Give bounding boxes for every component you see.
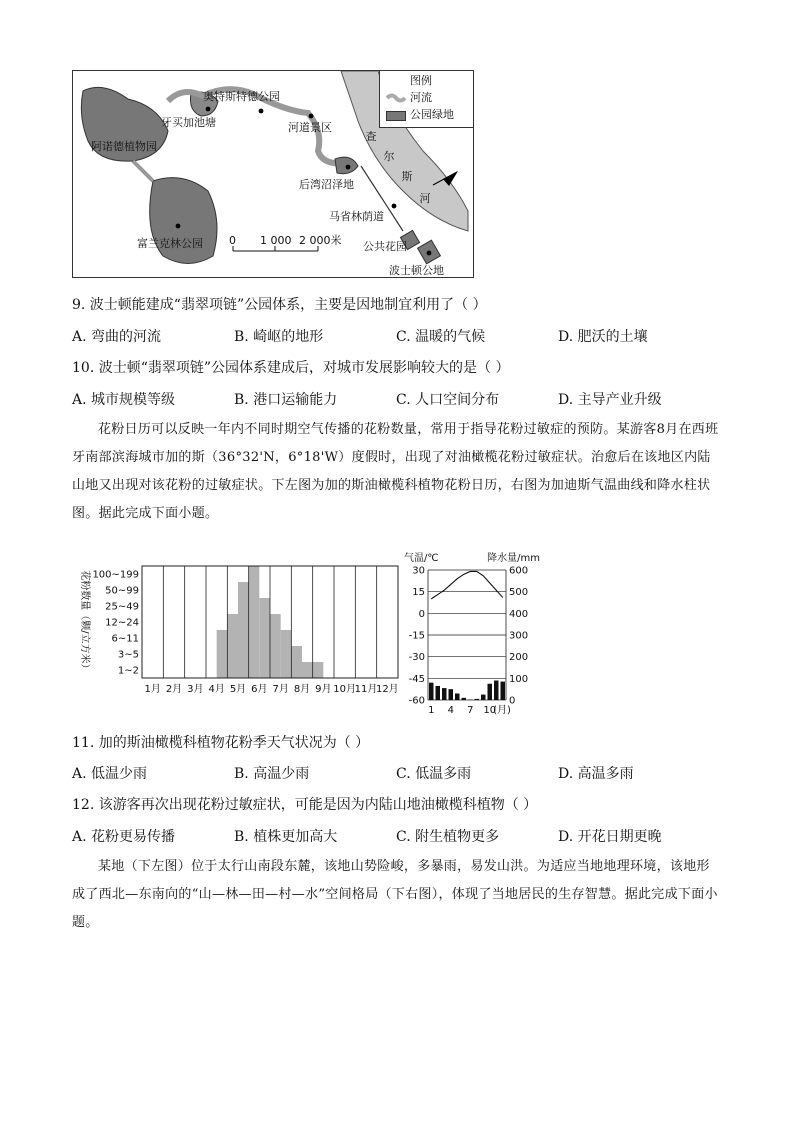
climate-chart: [402, 550, 542, 722]
climate-x-tick-4: (月): [493, 705, 511, 716]
climate-left-tick-1: 15: [412, 587, 425, 599]
q12-option-b[interactable]: B. 植株更加高大: [234, 829, 338, 845]
label-charles-0: 查: [365, 130, 377, 143]
climate-right-tick-0: 600: [509, 565, 529, 577]
climate-right-tick-2: 400: [509, 608, 529, 620]
q9-option-a[interactable]: A. 弯曲的河流: [72, 329, 162, 345]
pollen-y-tick-0: 1~2: [117, 665, 139, 677]
label-garden: 公共花园: [363, 240, 407, 253]
pollen-x-tick-7: 8月: [293, 684, 311, 695]
pollen-bar-10: [249, 566, 260, 678]
pollen-calendar-svg: [72, 556, 408, 704]
climate-left-tick-0: 30: [412, 565, 425, 577]
precip-bar-3: [449, 689, 454, 700]
pollen-bar-11: [259, 598, 270, 678]
q11-option-b[interactable]: B. 高温少雨: [234, 766, 310, 782]
pollen-bar-12: [270, 614, 281, 678]
question-9-stem: 9. 波士顿能建成“翡翠项链”公园体系，主要是因地制宜利用了（ ）: [72, 297, 487, 313]
label-franklin: 富兰克林公园: [137, 237, 203, 250]
question-11-stem: 11. 加的斯油橄榄科植物花粉季天气状况为（ ）: [72, 735, 370, 751]
climate-right-label: 降水量/mm: [487, 553, 540, 564]
precip-bar-8: [481, 695, 486, 700]
temperature-line: [431, 571, 503, 598]
pollen-x-tick-6: 7月: [272, 684, 289, 695]
precip-bar-2: [442, 688, 447, 700]
climate-left-tick-6: -60: [408, 695, 425, 707]
q9-option-d[interactable]: D. 肥沃的土壤: [558, 329, 648, 345]
climate-left-tick-2: 0: [418, 608, 425, 620]
q11-option-d[interactable]: D. 高温多雨: [558, 766, 634, 782]
scale-label-1000: 1 000: [260, 234, 292, 247]
label-fens: 后湾沼泽地: [299, 178, 354, 191]
boston-park-map: [72, 70, 474, 278]
climate-x-tick-0: 1: [428, 705, 435, 716]
q10-option-d[interactable]: D. 主导产业升级: [558, 392, 662, 408]
pollen-y-label: 花粉数量（颗/立方米）: [79, 570, 90, 674]
precip-bar-0: [429, 683, 434, 700]
pollen-x-tick-11: 12月: [375, 684, 399, 695]
label-common: 波士顿公地: [389, 264, 444, 277]
q12-option-c[interactable]: C. 附生植物更多: [396, 829, 500, 845]
q10-option-b[interactable]: B. 港口运输能力: [234, 392, 338, 408]
label-charles-2: 斯: [401, 170, 413, 183]
pollen-x-tick-2: 3月: [187, 684, 204, 695]
precip-bar-4: [455, 694, 460, 701]
pollen-x-tick-0: 1月: [144, 684, 161, 695]
climate-x-tick-1: 4: [447, 705, 454, 716]
scale-label-0: 0: [229, 234, 236, 247]
pollen-calendar-chart: [72, 556, 408, 708]
climate-left-tick-5: -45: [408, 673, 425, 685]
q9-option-c[interactable]: C. 温暖的气候: [396, 329, 486, 345]
climate-right-tick-5: 100: [509, 673, 529, 685]
climate-right-tick-1: 500: [509, 587, 529, 599]
river-legend-icon: [386, 93, 406, 103]
pollen-bar-8: [227, 614, 238, 678]
label-commonwealth: 马省林荫道: [329, 210, 384, 223]
pollen-y-tick-4: 25~49: [105, 601, 139, 613]
pollen-bar-15: [302, 662, 313, 678]
park-legend-icon: [386, 111, 406, 121]
label-riverway: 河道景区: [288, 121, 332, 134]
climate-x-tick-3: 10: [483, 705, 497, 716]
pollen-intro-paragraph: 花粉日历可以反映一年内不同时期空气传播的花粉数量，常用于指导花粉过敏症的预防。某游客8月在西班牙南部滨海城市加的斯（36°32'N，6°18'W）度假时，出现了对油橄榄花粉过敏症状。治愈后在该地区内陆山地又出现对该花粉的过敏症状。下左图为加的斯油橄榄科植物花粉日历，右图为加迪斯气温曲线和降水柱状图。据此完成下面小题。: [72, 422, 719, 521]
precip-bar-11: [501, 682, 506, 700]
climate-x-tick-2: 7: [467, 705, 474, 716]
pollen-x-tick-1: 2月: [165, 684, 183, 695]
climate-left-tick-4: -30: [408, 652, 425, 664]
pollen-y-tick-6: 100~199: [92, 569, 139, 581]
precip-bar-5: [462, 698, 467, 700]
label-arboretum: 阿诺德植物园: [91, 140, 157, 153]
question-12-stem: 12. 该游客再次出现花粉过敏症状，可能是因为内陆山地油橄榄科植物（ ）: [72, 797, 538, 813]
pollen-bar-7: [217, 630, 228, 678]
pollen-x-tick-5: 6月: [251, 684, 268, 695]
scale-label-2000: 2 000米: [299, 234, 342, 247]
pollen-bar-13: [281, 630, 292, 678]
question-10-stem: 10. 波士顿“翡翠项链”公园体系建成后，对城市发展影响较大的是（ ）: [72, 360, 510, 376]
climate-left-label: 气温/℃: [404, 553, 439, 564]
q10-option-a[interactable]: A. 城市规模等级: [72, 392, 176, 408]
pollen-y-tick-1: 3~5: [117, 649, 139, 661]
pollen-y-tick-2: 6~11: [111, 633, 139, 645]
label-charles-1: 尔: [383, 150, 395, 163]
q9-option-b[interactable]: B. 崎岖的地形: [234, 329, 324, 345]
climate-right-tick-3: 300: [509, 630, 529, 642]
pollen-bar-16: [313, 662, 324, 678]
q12-option-d[interactable]: D. 开花日期更晚: [558, 829, 662, 845]
pollen-x-tick-4: 5月: [229, 684, 247, 695]
q10-option-c[interactable]: C. 人口空间分布: [396, 392, 500, 408]
pollen-y-tick-5: 50~99: [105, 585, 139, 597]
taihang-intro-paragraph: 某地（下左图）位于太行山南段东麓，该地山势险峻，多暴雨，易发山洪。为适应当地地理环境，该地形成了西北—东南向的“山—林—田—村—水”空间格局（下右图），体现了当地居民的生存智慧。据此完成下面小题。: [72, 859, 718, 930]
map-legend: 图例 河流 公园绿地: [379, 71, 474, 128]
pollen-x-tick-3: 4月: [208, 684, 225, 695]
pollen-bar-9: [238, 582, 249, 678]
label-otstt: 奥特斯特德公园: [203, 90, 280, 103]
pollen-y-tick-3: 12~24: [105, 617, 139, 629]
climate-svg: [402, 550, 542, 718]
climate-left-tick-3: -15: [408, 630, 425, 642]
pollen-x-tick-8: 9月: [315, 684, 332, 695]
pollen-bar-14: [291, 646, 302, 678]
precip-bar-7: [475, 699, 480, 700]
precip-bar-9: [488, 684, 493, 700]
label-charles-3: 河: [419, 192, 431, 205]
climate-right-tick-4: 200: [509, 652, 529, 664]
park-franklin: [150, 178, 217, 264]
pollen-x-tick-10: 11月: [354, 684, 378, 695]
label-jamaica: 牙买加池塘: [161, 116, 216, 129]
q11-option-a[interactable]: A. 低温少雨: [72, 766, 148, 782]
precip-bar-1: [436, 686, 441, 700]
precip-bar-10: [494, 681, 499, 701]
climate-right-tick-6: 0: [509, 695, 516, 707]
q11-option-c[interactable]: C. 低温多雨: [396, 766, 472, 782]
pollen-x-tick-9: 10月: [333, 684, 357, 695]
q12-option-a[interactable]: A. 花粉更易传播: [72, 829, 176, 845]
